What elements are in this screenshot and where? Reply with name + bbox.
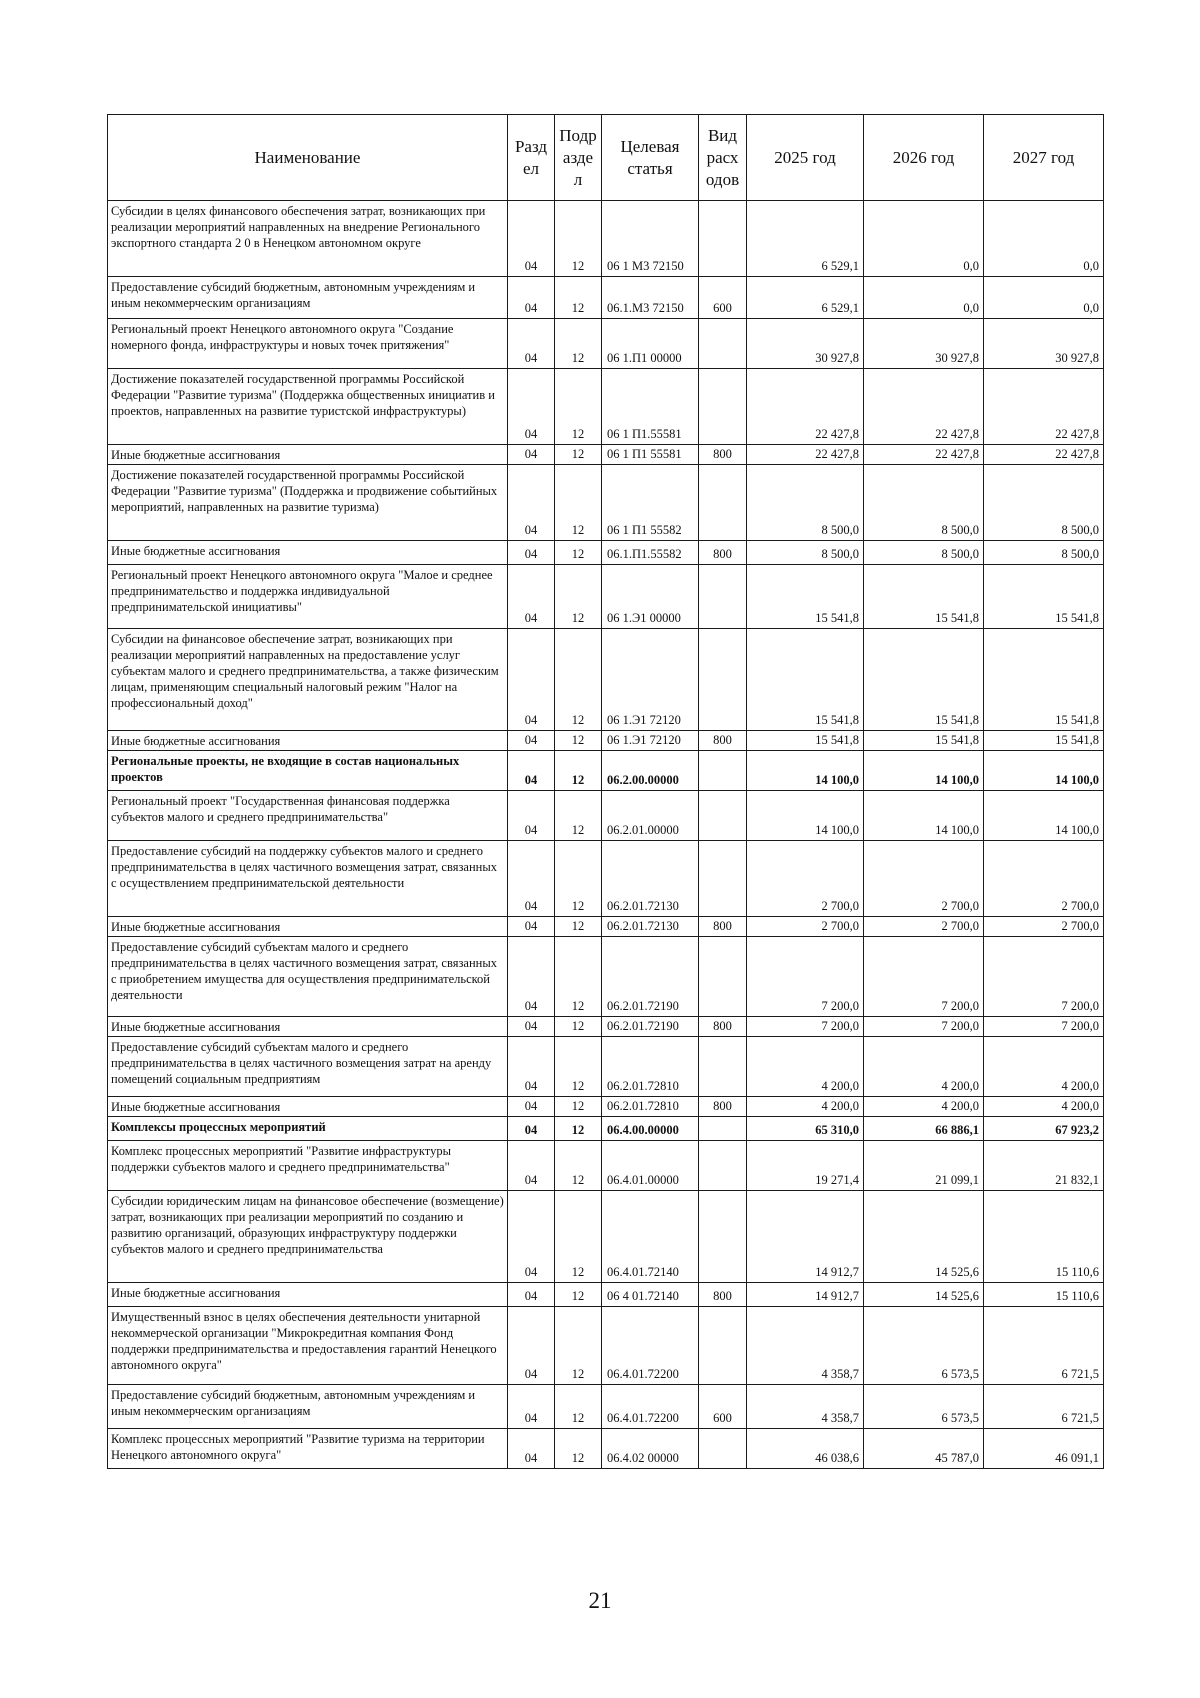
- row-name: Субсидии на финансовое обеспечение затрат, возникающих при реализации мероприятий направленных на предоставление услуг субъектам малого и среднего предпринимательства, а также физическим лицам, применяющим специальный налоговый режим "Налог на профессиональный доход": [108, 629, 508, 731]
- row-target: 06 1 П1 55581: [602, 445, 699, 465]
- row-2025: 30 927,8: [747, 319, 864, 369]
- row-2026: 6 573,5: [864, 1307, 984, 1385]
- table-row: [108, 841, 1104, 917]
- row-2025: 4 200,0: [747, 1097, 864, 1117]
- table-row: [108, 201, 1104, 277]
- row-name: Достижение показателей государственной программы Российской Федерации "Развитие туризма" (Поддержка и продвижение событийных мероприятий, направленных на развитие туризма): [108, 465, 508, 541]
- row-2026: 22 427,8: [864, 445, 984, 465]
- row-target: 06 1.Э1 00000: [602, 565, 699, 629]
- row-2027: 46 091,1: [984, 1429, 1104, 1469]
- row-name: Субсидии в целях финансового обеспечения затрат, возникающих при реализации мероприятий направленных на внедрение Регионального экспортного стандарта 2 0 в Ненецком автономном округе: [108, 201, 508, 277]
- row-2025: 8 500,0: [747, 541, 864, 565]
- row-name: Комплекс процессных мероприятий "Развитие туризма на территории Ненецкого автономного округа": [108, 1429, 508, 1469]
- row-expense-type: [699, 751, 747, 791]
- row-expense-type: [699, 1037, 747, 1097]
- row-2027: 22 427,8: [984, 445, 1104, 465]
- table-row: [108, 277, 1104, 319]
- row-2025: 22 427,8: [747, 445, 864, 465]
- row-name: Региональные проекты, не входящие в состав национальных проектов: [108, 751, 508, 791]
- table-row: [108, 1191, 1104, 1283]
- table-row: [108, 445, 1104, 465]
- row-2025: 15 541,8: [747, 629, 864, 731]
- row-target: 06.2.01.72190: [602, 1017, 699, 1037]
- row-subsection: 12: [555, 937, 602, 1017]
- row-subsection: 12: [555, 731, 602, 751]
- row-name: Иные бюджетные ассигнования: [108, 1017, 508, 1037]
- row-subsection: 12: [555, 1017, 602, 1037]
- row-section: 04: [508, 201, 555, 277]
- row-subsection: 12: [555, 565, 602, 629]
- row-name: Предоставление субсидий субъектам малого и среднего предпринимательства в целях частичного возмещения затрат, связанных с приобретением имущества для осуществления предпринимательской деятельности: [108, 937, 508, 1017]
- row-2027: 4 200,0: [984, 1097, 1104, 1117]
- row-2025: 7 200,0: [747, 1017, 864, 1037]
- row-target: 06.2.01.72130: [602, 917, 699, 937]
- row-section: 04: [508, 917, 555, 937]
- row-2025: 6 529,1: [747, 277, 864, 319]
- table-row: [108, 937, 1104, 1017]
- row-2025: 14 912,7: [747, 1283, 864, 1307]
- header-2025: 2025 год: [747, 115, 864, 201]
- page-number: 21: [588, 1588, 612, 1613]
- row-2027: 15 110,6: [984, 1191, 1104, 1283]
- row-2026: 2 700,0: [864, 917, 984, 937]
- row-2027: 22 427,8: [984, 369, 1104, 445]
- row-2027: 8 500,0: [984, 541, 1104, 565]
- row-expense-type: [699, 565, 747, 629]
- row-2025: 22 427,8: [747, 369, 864, 445]
- row-2026: 8 500,0: [864, 465, 984, 541]
- row-section: 04: [508, 1117, 555, 1141]
- row-expense-type: [699, 629, 747, 731]
- row-target: 06 4 01.72140: [602, 1283, 699, 1307]
- table-row: [108, 465, 1104, 541]
- row-section: 04: [508, 1037, 555, 1097]
- row-target: 06.2.01.00000: [602, 791, 699, 841]
- row-name: Предоставление субсидий на поддержку субъектов малого и среднего предпринимательства в целях частичного возмещения затрат, связанных с осуществлением предпринимательской деятельности: [108, 841, 508, 917]
- table-row: [108, 369, 1104, 445]
- header-expense-type: Вид расх одов: [699, 115, 747, 201]
- table-row: [108, 541, 1104, 565]
- row-section: 04: [508, 541, 555, 565]
- row-2027: 15 541,8: [984, 565, 1104, 629]
- row-target: 06 1 П1.55581: [602, 369, 699, 445]
- row-name: Иные бюджетные ассигнования: [108, 445, 508, 465]
- row-section: 04: [508, 1141, 555, 1191]
- row-target: 06.4.02 00000: [602, 1429, 699, 1469]
- row-2026: 22 427,8: [864, 369, 984, 445]
- row-2026: 0,0: [864, 201, 984, 277]
- row-2027: 8 500,0: [984, 465, 1104, 541]
- row-expense-type: [699, 465, 747, 541]
- row-2027: 14 100,0: [984, 791, 1104, 841]
- row-name: Региональный проект Ненецкого автономного округа "Малое и среднее предпринимательство и поддержка индивидуальной предпринимательской инициативы": [108, 565, 508, 629]
- row-2026: 4 200,0: [864, 1097, 984, 1117]
- row-name: Субсидии юридическим лицам на финансовое обеспечение (возмещение) затрат, возникающих при реализации мероприятий по созданию и развитию организаций, образующих инфраструктуру поддержки субъектов малого и среднего предпринимательства: [108, 1191, 508, 1283]
- row-subsection: 12: [555, 541, 602, 565]
- row-expense-type: [699, 201, 747, 277]
- row-2026: 14 525,6: [864, 1191, 984, 1283]
- row-section: 04: [508, 1385, 555, 1429]
- row-section: 04: [508, 751, 555, 791]
- row-2026: 6 573,5: [864, 1385, 984, 1429]
- row-name: Предоставление субсидий субъектам малого и среднего предпринимательства в целях частичного возмещения затрат на аренду помещений социальным предприятиям: [108, 1037, 508, 1097]
- row-target: 06.1.П1.55582: [602, 541, 699, 565]
- row-name: Достижение показателей государственной программы Российской Федерации "Развитие туризма" (Поддержка общественных инициатив и проектов, направленных на развитие туристской инфраструктуры): [108, 369, 508, 445]
- table-row: [108, 1017, 1104, 1037]
- row-2025: 19 271,4: [747, 1141, 864, 1191]
- row-expense-type: 600: [699, 277, 747, 319]
- row-2027: 21 832,1: [984, 1141, 1104, 1191]
- row-2025: 46 038,6: [747, 1429, 864, 1469]
- row-expense-type: [699, 1191, 747, 1283]
- row-target: 06.2.00.00000: [602, 751, 699, 791]
- row-expense-type: [699, 937, 747, 1017]
- row-target: 06.4.01.72200: [602, 1307, 699, 1385]
- row-section: 04: [508, 791, 555, 841]
- row-subsection: 12: [555, 917, 602, 937]
- row-2027: 7 200,0: [984, 1017, 1104, 1037]
- row-expense-type: 800: [699, 541, 747, 565]
- row-2025: 14 100,0: [747, 751, 864, 791]
- row-expense-type: 800: [699, 917, 747, 937]
- row-2026: 7 200,0: [864, 937, 984, 1017]
- row-2025: 2 700,0: [747, 841, 864, 917]
- row-expense-type: 800: [699, 1017, 747, 1037]
- row-2025: 65 310,0: [747, 1117, 864, 1141]
- row-subsection: 12: [555, 1037, 602, 1097]
- row-target: 06.4.01.00000: [602, 1141, 699, 1191]
- row-2027: 30 927,8: [984, 319, 1104, 369]
- row-2027: 14 100,0: [984, 751, 1104, 791]
- row-name: Региональный проект "Государственная финансовая поддержка субъектов малого и среднего предпринимательства": [108, 791, 508, 841]
- row-name: Иные бюджетные ассигнования: [108, 1283, 508, 1307]
- row-section: 04: [508, 277, 555, 319]
- table-row: [108, 1037, 1104, 1097]
- table-row: [108, 751, 1104, 791]
- row-section: 04: [508, 1283, 555, 1307]
- row-expense-type: [699, 1117, 747, 1141]
- row-name: Комплексы процессных мероприятий: [108, 1117, 508, 1141]
- row-name: Иные бюджетные ассигнования: [108, 541, 508, 565]
- row-2025: 2 700,0: [747, 917, 864, 937]
- row-2026: 66 886,1: [864, 1117, 984, 1141]
- row-2026: 45 787,0: [864, 1429, 984, 1469]
- row-target: 06.2.01.72130: [602, 841, 699, 917]
- row-2026: 4 200,0: [864, 1037, 984, 1097]
- row-2027: 6 721,5: [984, 1385, 1104, 1429]
- row-2027: 15 541,8: [984, 629, 1104, 731]
- row-target: 06 1.Э1 72120: [602, 629, 699, 731]
- row-name: Предоставление субсидий бюджетным, автономным учреждениям и иным некоммерческим организациям: [108, 1385, 508, 1429]
- row-target: 06.2.01.72190: [602, 937, 699, 1017]
- row-2025: 14 912,7: [747, 1191, 864, 1283]
- table-row: [108, 1429, 1104, 1469]
- row-section: 04: [508, 445, 555, 465]
- row-expense-type: 800: [699, 1097, 747, 1117]
- row-subsection: 12: [555, 465, 602, 541]
- row-2026: 15 541,8: [864, 629, 984, 731]
- header-target: Целевая статья: [602, 115, 699, 201]
- row-2027: 2 700,0: [984, 917, 1104, 937]
- row-target: 06 1.Э1 72120: [602, 731, 699, 751]
- row-target: 06.2.01.72810: [602, 1037, 699, 1097]
- row-target: 06 1 П1 55582: [602, 465, 699, 541]
- header-name: Наименование: [108, 115, 508, 201]
- row-2026: 14 100,0: [864, 791, 984, 841]
- row-section: 04: [508, 319, 555, 369]
- row-2026: 14 100,0: [864, 751, 984, 791]
- table-row: [108, 629, 1104, 731]
- header-2027: 2027 год: [984, 115, 1104, 201]
- row-2025: 15 541,8: [747, 731, 864, 751]
- row-subsection: 12: [555, 1097, 602, 1117]
- row-expense-type: [699, 1429, 747, 1469]
- row-name: Региональный проект Ненецкого автономного округа "Создание номерного фонда, инфраструктуры и новых точек притяжения": [108, 319, 508, 369]
- row-name: Иные бюджетные ассигнования: [108, 1097, 508, 1117]
- row-section: 04: [508, 1429, 555, 1469]
- row-section: 04: [508, 841, 555, 917]
- row-2025: 4 358,7: [747, 1307, 864, 1385]
- row-2026: 14 525,6: [864, 1283, 984, 1307]
- table-row: [108, 565, 1104, 629]
- row-2026: 8 500,0: [864, 541, 984, 565]
- row-subsection: 12: [555, 1191, 602, 1283]
- row-2026: 0,0: [864, 277, 984, 319]
- row-target: 06.2.01.72810: [602, 1097, 699, 1117]
- row-subsection: 12: [555, 1283, 602, 1307]
- table-header-row: [108, 115, 1104, 201]
- table-row: [108, 791, 1104, 841]
- row-expense-type: [699, 369, 747, 445]
- table-row: [108, 319, 1104, 369]
- row-2026: 2 700,0: [864, 841, 984, 917]
- table-row: [108, 1307, 1104, 1385]
- row-2027: 67 923,2: [984, 1117, 1104, 1141]
- row-name: Иные бюджетные ассигнования: [108, 731, 508, 751]
- row-2025: 4 200,0: [747, 1037, 864, 1097]
- table-row: [108, 1117, 1104, 1141]
- row-subsection: 12: [555, 791, 602, 841]
- header-2026: 2026 год: [864, 115, 984, 201]
- header-section: Разд ел: [508, 115, 555, 201]
- row-section: 04: [508, 1191, 555, 1283]
- row-subsection: 12: [555, 1429, 602, 1469]
- table-row: [108, 1283, 1104, 1307]
- row-section: 04: [508, 465, 555, 541]
- row-expense-type: [699, 1307, 747, 1385]
- row-2025: 4 358,7: [747, 1385, 864, 1429]
- row-section: 04: [508, 1307, 555, 1385]
- row-section: 04: [508, 937, 555, 1017]
- row-subsection: 12: [555, 1141, 602, 1191]
- budget-table: [107, 114, 1104, 1469]
- row-subsection: 12: [555, 841, 602, 917]
- row-target: 06.4.01.72200: [602, 1385, 699, 1429]
- row-subsection: 12: [555, 319, 602, 369]
- row-2027: 15 541,8: [984, 731, 1104, 751]
- table-row: [108, 1097, 1104, 1117]
- row-2026: 21 099,1: [864, 1141, 984, 1191]
- row-2027: 0,0: [984, 277, 1104, 319]
- header-subsection: Подр азде л: [555, 115, 602, 201]
- row-2025: 14 100,0: [747, 791, 864, 841]
- row-2025: 8 500,0: [747, 465, 864, 541]
- row-subsection: 12: [555, 751, 602, 791]
- row-2027: 15 110,6: [984, 1283, 1104, 1307]
- row-2027: 2 700,0: [984, 841, 1104, 917]
- row-expense-type: 800: [699, 731, 747, 751]
- row-name: Иные бюджетные ассигнования: [108, 917, 508, 937]
- row-target: 06.1.М3 72150: [602, 277, 699, 319]
- row-2025: 15 541,8: [747, 565, 864, 629]
- row-subsection: 12: [555, 369, 602, 445]
- row-subsection: 12: [555, 201, 602, 277]
- table-row: [108, 1141, 1104, 1191]
- table-body: [108, 201, 1104, 1469]
- row-section: 04: [508, 629, 555, 731]
- row-2026: 30 927,8: [864, 319, 984, 369]
- row-name: Предоставление субсидий бюджетным, автономным учреждениям и иным некоммерческим организациям: [108, 277, 508, 319]
- row-section: 04: [508, 565, 555, 629]
- row-target: 06 1.П1 00000: [602, 319, 699, 369]
- table-row: [108, 731, 1104, 751]
- row-2027: 0,0: [984, 201, 1104, 277]
- row-2025: 6 529,1: [747, 201, 864, 277]
- table-row: [108, 917, 1104, 937]
- row-subsection: 12: [555, 277, 602, 319]
- row-expense-type: 600: [699, 1385, 747, 1429]
- row-section: 04: [508, 1097, 555, 1117]
- row-2026: 15 541,8: [864, 565, 984, 629]
- row-section: 04: [508, 1017, 555, 1037]
- row-section: 04: [508, 731, 555, 751]
- row-subsection: 12: [555, 445, 602, 465]
- row-2027: 7 200,0: [984, 937, 1104, 1017]
- row-section: 04: [508, 369, 555, 445]
- row-2025: 7 200,0: [747, 937, 864, 1017]
- row-subsection: 12: [555, 629, 602, 731]
- row-subsection: 12: [555, 1385, 602, 1429]
- row-subsection: 12: [555, 1307, 602, 1385]
- row-expense-type: [699, 841, 747, 917]
- row-2026: 15 541,8: [864, 731, 984, 751]
- row-expense-type: [699, 1141, 747, 1191]
- row-target: 06.4.01.72140: [602, 1191, 699, 1283]
- row-expense-type: 800: [699, 445, 747, 465]
- row-name: Имущественный взнос в целях обеспечения деятельности унитарной некоммерческой организации "Микрокредитная компания Фонд поддержки предпринимательства и предоставления гарантий Ненецкого автономного округа": [108, 1307, 508, 1385]
- row-target: 06.4.00.00000: [602, 1117, 699, 1141]
- table-row: [108, 1385, 1104, 1429]
- row-target: 06 1 М3 72150: [602, 201, 699, 277]
- row-expense-type: 800: [699, 1283, 747, 1307]
- row-expense-type: [699, 319, 747, 369]
- row-2027: 4 200,0: [984, 1037, 1104, 1097]
- row-2027: 6 721,5: [984, 1307, 1104, 1385]
- row-name: Комплекс процессных мероприятий "Развитие инфраструктуры поддержки субъектов малого и среднего предпринимательства": [108, 1141, 508, 1191]
- row-2026: 7 200,0: [864, 1017, 984, 1037]
- row-expense-type: [699, 791, 747, 841]
- row-subsection: 12: [555, 1117, 602, 1141]
